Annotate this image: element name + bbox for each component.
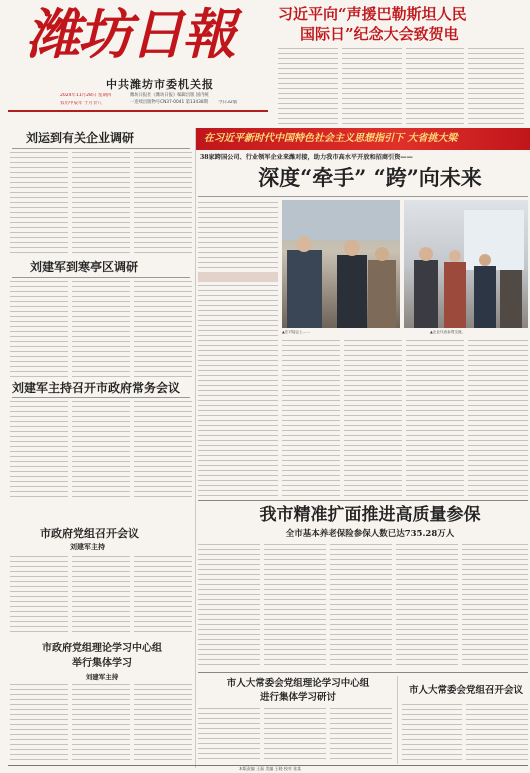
feature-subhead-box <box>198 272 278 282</box>
bottom-headline-2: 市人大常委会党组召开会议 <box>408 685 523 696</box>
left-headline-2: 刘建军到寒亭区调研 <box>30 260 139 274</box>
bottom-body-1c <box>330 708 392 763</box>
meeting-photo-illustration <box>282 200 400 328</box>
left-rule-3 <box>12 397 190 398</box>
bottom-rule <box>198 672 528 673</box>
middle-body-4 <box>396 544 458 668</box>
masthead-logo: 潍坊日報 <box>26 2 234 66</box>
left-body-4a <box>10 556 68 636</box>
feature-body-4 <box>344 340 402 496</box>
bottom-body-1a <box>198 708 260 763</box>
left-body-4b <box>72 556 130 636</box>
feature-photo-caption-1: ▲在对接会上…… <box>282 330 310 334</box>
middle-subheadline: 全市基本养老保险参保人数已达735.28万人 <box>285 529 455 539</box>
top-story-headline-1: 习近平向“声援巴勒斯坦人民 <box>278 5 467 23</box>
feature-body-6 <box>468 340 528 496</box>
bottom-body-1b <box>264 708 326 763</box>
lunar-date: 农历甲辰年 十月廿八 <box>60 101 102 106</box>
left-rule-2 <box>12 277 190 278</box>
publisher-info: 潍坊日报社《潍坊日报》编辑出版 国内统一连续出版物号CN37-0041 第13438期 <box>130 93 209 105</box>
middle-rule-top <box>198 500 528 501</box>
left-body-2b <box>72 281 130 377</box>
tour-photo-illustration <box>404 200 528 328</box>
bottom-divider <box>397 676 398 764</box>
left-body-5b <box>72 684 130 762</box>
feature-photo-meeting <box>282 200 400 328</box>
feature-body-1 <box>198 202 278 270</box>
middle-headline: 我市精准扩面推进高质量参保 <box>259 505 481 525</box>
feature-body-3 <box>282 340 340 496</box>
left-headline-5-sub: 刘建军主持 <box>85 673 119 681</box>
page-count: 今日32版 <box>218 100 238 105</box>
bottom-body-2a <box>402 704 462 763</box>
left-headline-3: 刘建军主持召开市政府常务会议 <box>12 381 181 395</box>
banner-text: 在习近平新时代中国特色社会主义思想指引下 大省挑大梁 <box>204 133 458 144</box>
top-story-headline-2: 国际日”纪念大会致贺电 <box>300 25 459 43</box>
column-divider <box>195 128 196 768</box>
theme-banner <box>196 128 530 150</box>
top-story-body-3 <box>406 48 464 126</box>
left-body-3c <box>134 401 192 501</box>
feature-headline: 深度“牵手” “跨”向未来 <box>258 165 482 190</box>
left-headline-5-line2: 举行集体学习 <box>72 658 132 669</box>
feature-body-2 <box>198 285 278 497</box>
left-headline-4: 市政府党组召开会议 <box>40 527 139 540</box>
top-story-body-4 <box>468 48 524 126</box>
feature-rule <box>198 196 528 197</box>
middle-body-2 <box>264 544 326 668</box>
masthead-subtitle: 中共潍坊市委机关报 <box>106 78 214 91</box>
left-body-2c <box>134 281 192 377</box>
left-body-1b <box>72 152 130 257</box>
left-body-4c <box>134 556 192 636</box>
feature-photo-tour <box>404 200 528 328</box>
left-headline-5-line1: 市政府党组理论学习中心组 <box>42 643 162 654</box>
footer-credits: 本版责编 王磊 美编 王晓 校对 张某 <box>238 766 302 771</box>
left-headline-1: 刘运到有关企业调研 <box>26 131 135 145</box>
issue-date: 2024年11月28日 星期四 <box>60 93 112 98</box>
bottom-headline-1-line2: 进行集体学习研讨 <box>259 692 336 703</box>
left-body-3a <box>10 401 68 501</box>
feature-kicker: 38家跨国公司、行业领军企业来潍对接，助力我市高水平开放和招商引资—— <box>200 154 413 161</box>
left-body-3b <box>72 401 130 501</box>
left-rule-1 <box>12 148 190 149</box>
masthead-rule <box>8 110 268 112</box>
feature-body-5 <box>406 340 464 496</box>
left-body-2a <box>10 281 68 377</box>
left-body-1a <box>10 152 68 257</box>
bottom-body-2b <box>466 704 528 763</box>
feature-photo-caption-2: ▲企业代表参观交流。 <box>430 330 466 334</box>
middle-body-5 <box>462 544 528 668</box>
middle-body-3 <box>330 544 392 668</box>
middle-body-1 <box>198 544 260 668</box>
left-body-5c <box>134 684 192 762</box>
top-story-body-2 <box>342 48 402 126</box>
left-headline-4-sub: 刘建军主持 <box>70 542 105 551</box>
top-story-body-1 <box>278 48 338 126</box>
bottom-headline-1-line1: 市人大常委会党组理论学习中心组 <box>226 678 370 689</box>
left-body-5a <box>10 684 68 762</box>
left-body-1c <box>134 152 192 257</box>
